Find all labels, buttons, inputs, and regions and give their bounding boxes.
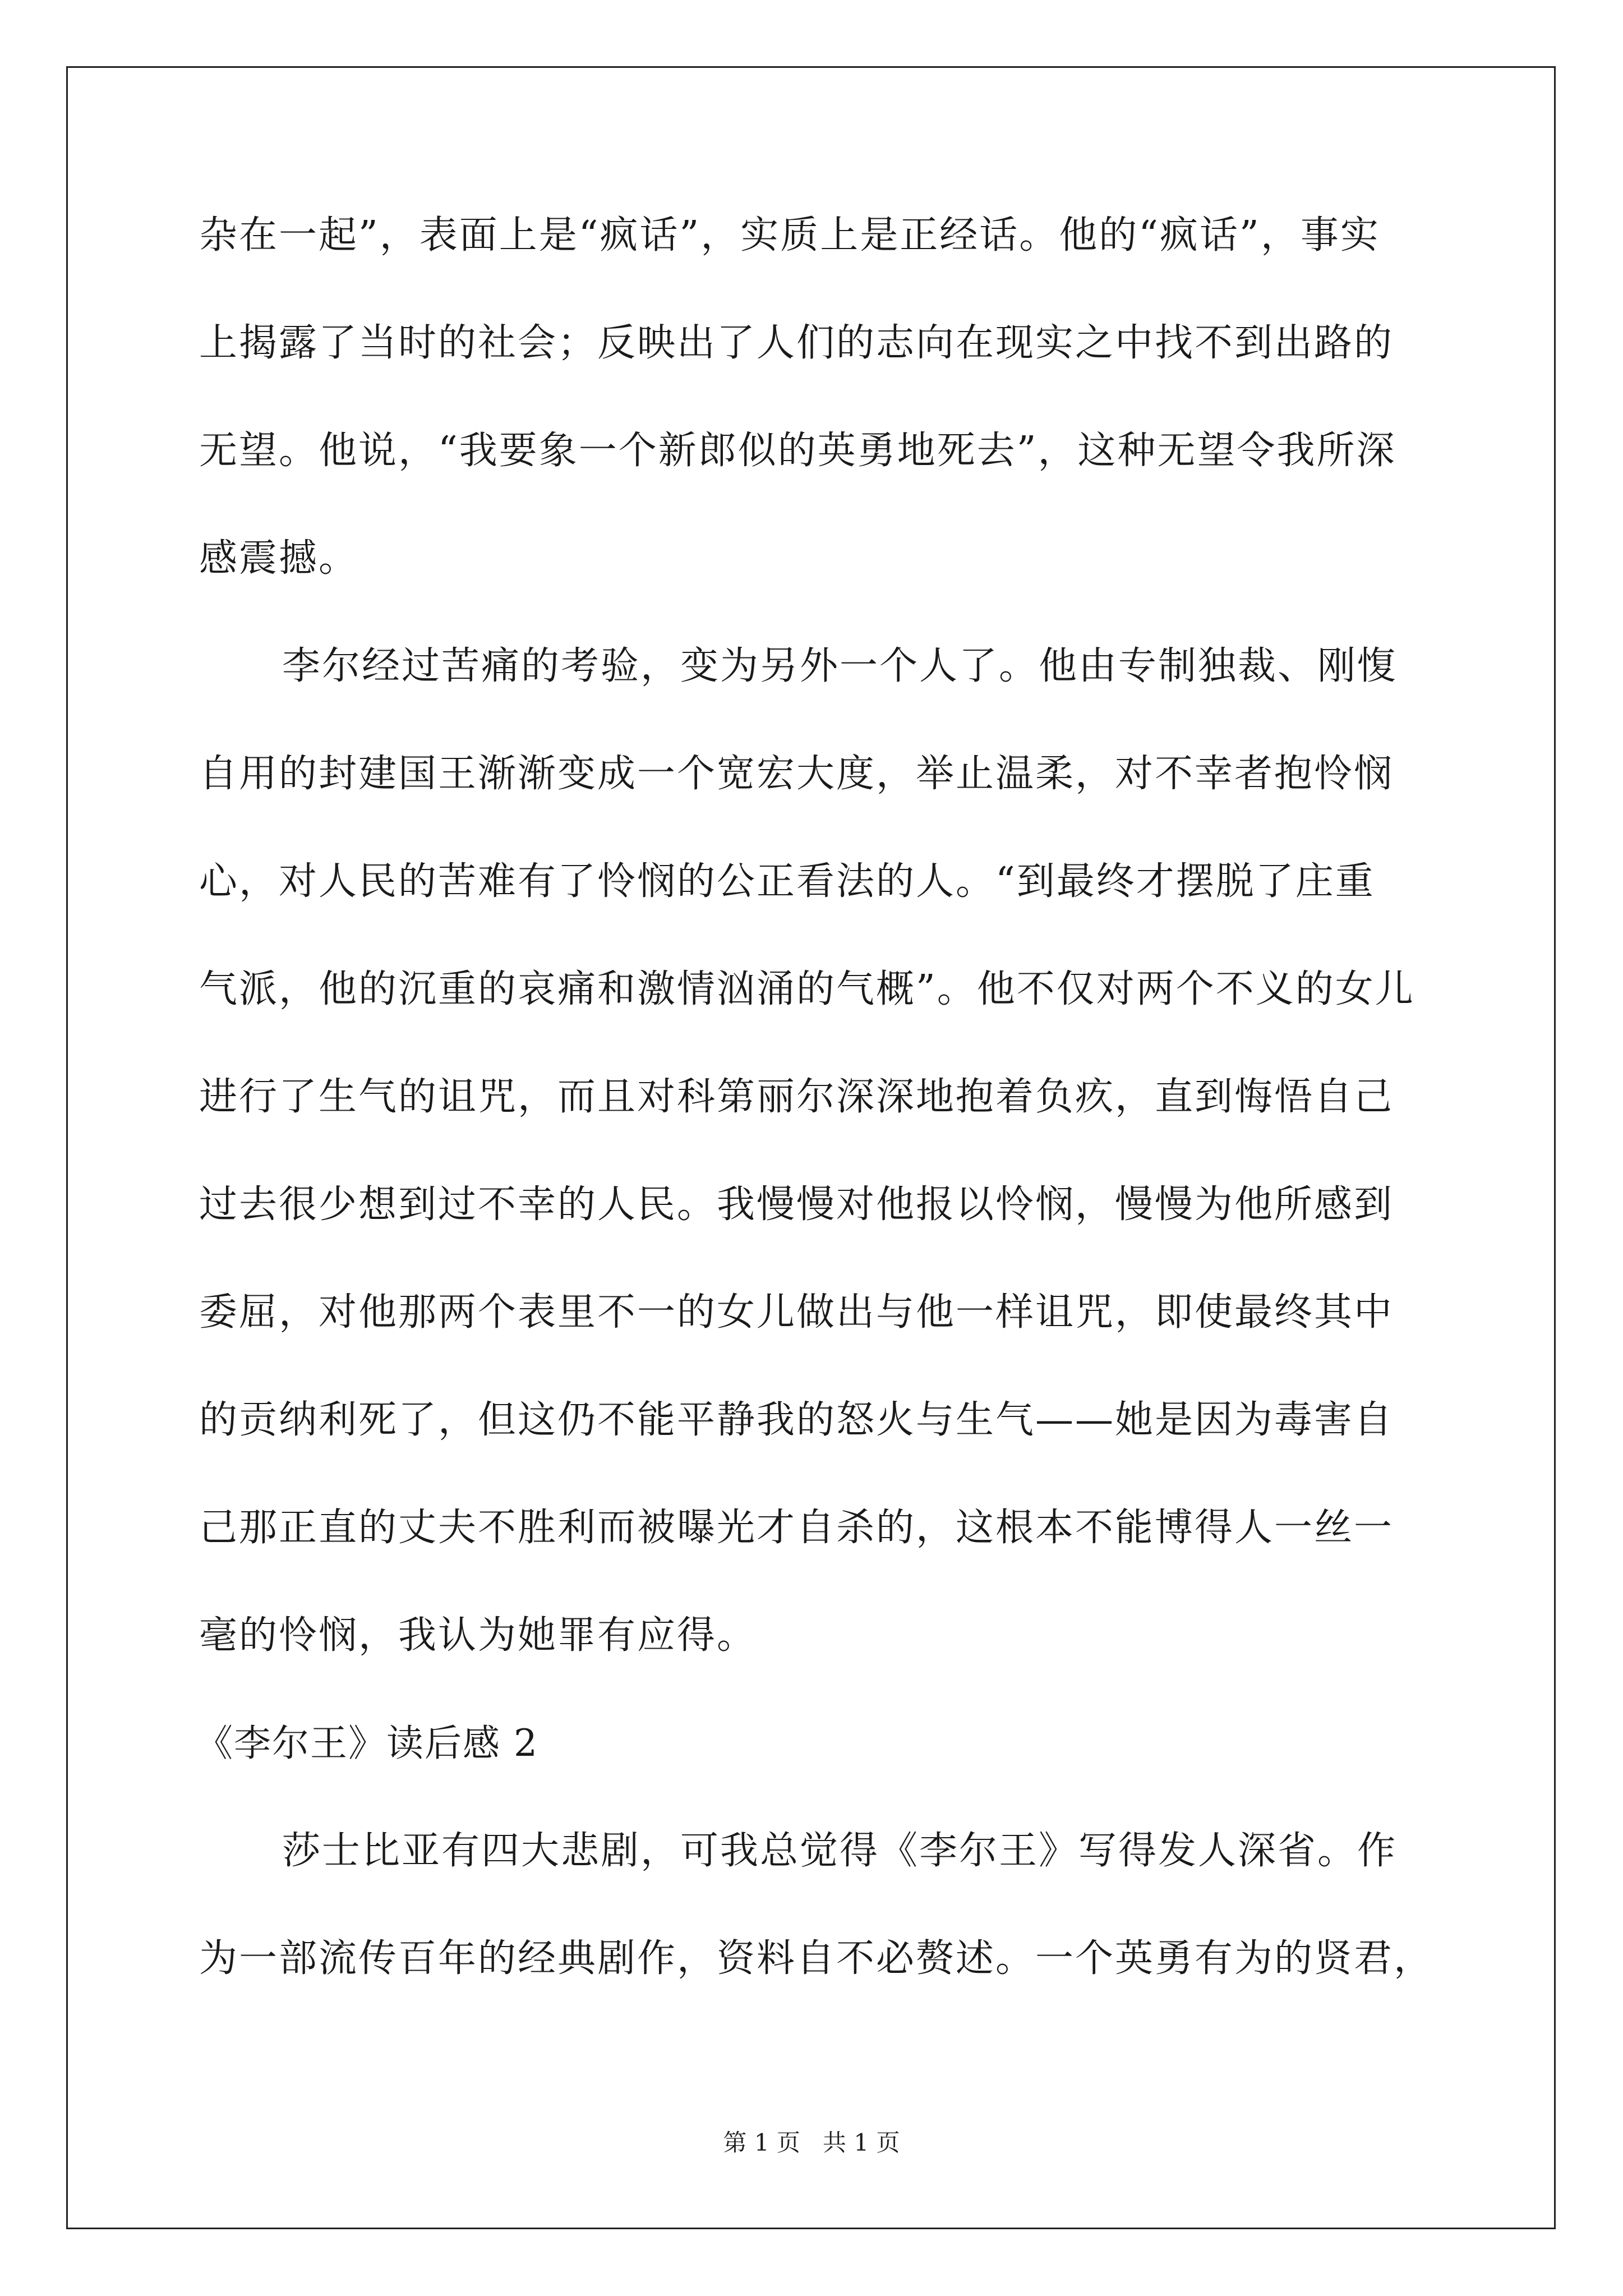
paragraph-line: 毫的怜悯，我认为她罪有应得。 bbox=[199, 1613, 757, 1658]
paragraph-line: 感震撼。 bbox=[199, 536, 359, 581]
paragraph-line: 己那正直的丈夫不胜利而被曝光才自杀的，这根本不能博得人一丝一 bbox=[199, 1506, 1394, 1550]
paragraph-line: 心，对人民的苦难有了怜悯的公正看法的人。“到最终才摆脱了庄重 bbox=[199, 859, 1375, 904]
paragraph-line: 莎士比亚有四大悲剧，可我总觉得《李尔王》写得发人深省。作 bbox=[282, 1829, 1398, 1873]
section-heading: 《李尔王》读后感 2 bbox=[196, 1722, 538, 1765]
page-border bbox=[66, 66, 1556, 2229]
paragraph-line: 李尔经过苦痛的考验，变为另外一个人了。他由专制独裁、刚愎 bbox=[282, 644, 1398, 688]
paragraph-line: 的贡纳利死了，但这仍不能平静我的怒火与生气——她是因为毒害自 bbox=[199, 1398, 1394, 1442]
paragraph-line: 自用的封建国王渐渐变成一个宽宏大度，举止温柔，对不幸者抱怜悯 bbox=[199, 752, 1394, 796]
paragraph-line: 气派，他的沉重的哀痛和激情汹涌的气概”。他不仅对两个不义的女儿 bbox=[199, 967, 1415, 1011]
paragraph-line: 进行了生气的诅咒，而且对科第丽尔深深地抱着负疚，直到悔悟自己 bbox=[199, 1075, 1394, 1119]
paragraph-line: 杂在一起”，表面上是“疯话”，实质上是正经话。他的“疯话”，事实 bbox=[199, 213, 1380, 257]
paragraph-line: 委屈，对他那两个表里不一的女儿做出与他一样诅咒，即使最终其中 bbox=[199, 1290, 1394, 1335]
paragraph-line: 过去很少想到过不幸的人民。我慢慢对他报以怜悯，慢慢为他所感到 bbox=[199, 1182, 1394, 1227]
paragraph-line: 无望。他说，“我要象一个新郎似的英勇地死去”，这种无望令我所深 bbox=[199, 429, 1396, 473]
paragraph-line: 上揭露了当时的社会；反映出了人们的志向在现实之中找不到出路的 bbox=[199, 321, 1394, 365]
paragraph-line: 为一部流传百年的经典剧作，资料自不必赘述。一个英勇有为的贤君， bbox=[199, 1936, 1434, 1981]
page-footer: 第 1 页 共 1 页 bbox=[723, 2129, 900, 2156]
